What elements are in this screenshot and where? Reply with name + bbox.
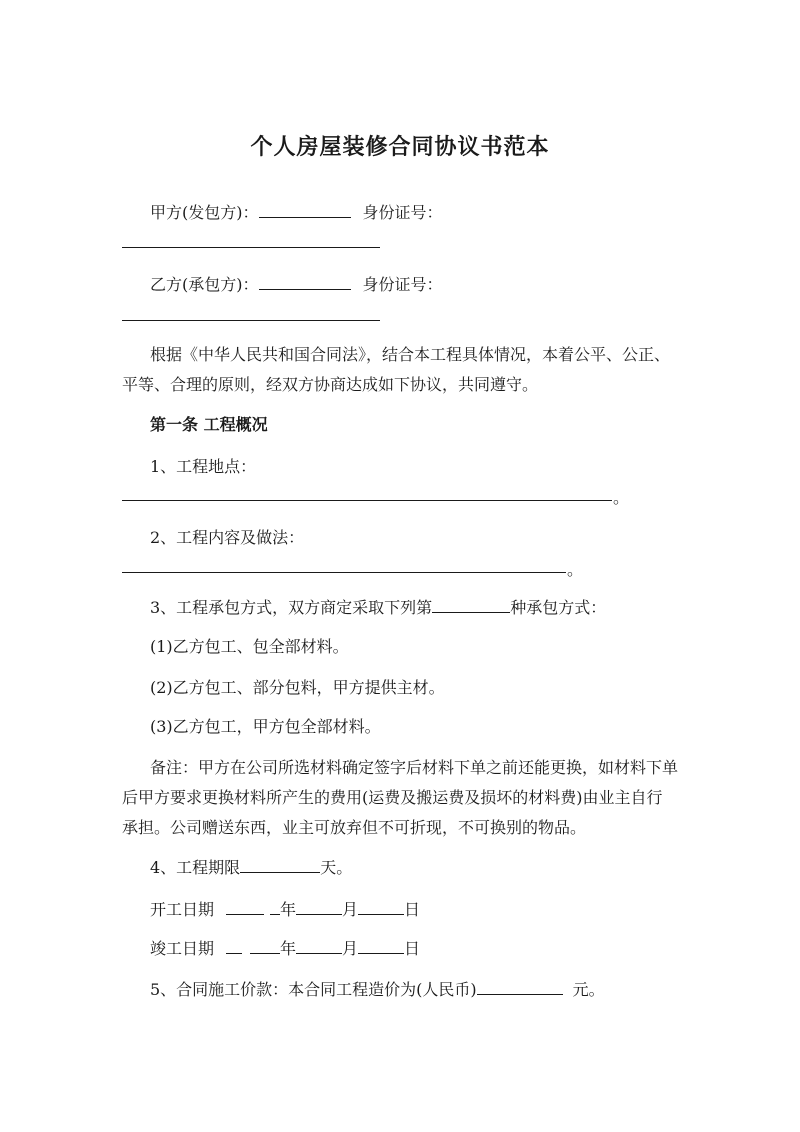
start-date-label: 开工日期	[150, 900, 215, 919]
party-a-label: 甲方(发包方)：	[150, 203, 259, 222]
item-4-suffix: 天。	[320, 858, 353, 877]
party-b-id-blank[interactable]	[122, 320, 380, 321]
item-4-days-blank[interactable]	[240, 858, 320, 873]
option-3: (3)乙方包工，甲方包全部材料。	[150, 717, 381, 736]
completion-year-blank-2[interactable]	[250, 939, 280, 954]
item-3-blank[interactable]	[432, 598, 510, 613]
start-year-blank-1[interactable]	[226, 900, 264, 915]
completion-month-blank[interactable]	[296, 939, 342, 954]
completion-month-label: 月	[342, 939, 359, 958]
start-date-line	[150, 900, 420, 920]
preamble-line-1: 根据《中华人民共和国合同法》，结合本工程具体情况，本着公平、公正、	[150, 345, 671, 364]
item-1-blank[interactable]	[122, 500, 612, 501]
item-5-suffix: 元。	[572, 980, 605, 999]
item-1-label: 1、工程地点：	[150, 457, 257, 476]
party-b-line	[150, 275, 443, 295]
item-3-line	[150, 598, 606, 618]
completion-date-label: 竣工日期	[150, 939, 215, 958]
item-5-price-blank[interactable]	[477, 980, 563, 995]
start-day-blank[interactable]	[358, 900, 404, 915]
option-2: (2)乙方包工、部分包料，甲方提供主材。	[150, 678, 445, 697]
completion-year-blank-1[interactable]	[226, 939, 242, 954]
item-3-prefix: 3、工程承包方式，双方商定采取下列第	[150, 598, 433, 617]
note-line-2: 后甲方要求更换材料所产生的费用(运费及搬运费及损坏的材料费)由业主自行	[122, 788, 663, 807]
start-year-blank-2[interactable]	[270, 900, 280, 915]
note-line-3: 承担。公司赠送东西，业主可放弃但不可折现，不可换别的物品。	[122, 818, 587, 837]
start-month-blank[interactable]	[296, 900, 342, 915]
article-1-heading: 第一条 工程概况	[150, 415, 268, 434]
item-5-line	[150, 980, 605, 1000]
start-day-label: 日	[404, 900, 421, 919]
party-b-id-label: 身份证号：	[362, 275, 443, 294]
party-a-id-blank[interactable]	[122, 247, 380, 248]
party-b-name-blank[interactable]	[259, 275, 351, 290]
item-2-label: 2、工程内容及做法：	[150, 528, 305, 547]
start-year-label: 年	[280, 900, 297, 919]
note-line-1: 备注：甲方在公司所选材料确定签字后材料下单之前还能更换，如材料下单	[150, 758, 679, 777]
party-a-id-label: 身份证号：	[362, 203, 443, 222]
completion-year-label: 年	[280, 939, 297, 958]
completion-day-blank[interactable]	[358, 939, 404, 954]
item-3-suffix: 种承包方式：	[510, 598, 607, 617]
option-1: (1)乙方包工、包全部材料。	[150, 637, 349, 656]
party-a-line	[150, 203, 443, 223]
party-b-label: 乙方(承包方)：	[150, 275, 259, 294]
page-title: 个人房屋装修合同协议书范本	[250, 134, 550, 160]
item-1-end: 。	[613, 488, 630, 507]
start-month-label: 月	[342, 900, 359, 919]
item-4-line	[150, 858, 352, 878]
item-4-prefix: 4、工程期限	[150, 858, 241, 877]
preamble-line-2: 平等、合理的原则，经双方协商达成如下协议，共同遵守。	[122, 375, 539, 394]
completion-date-line	[150, 939, 420, 959]
item-2-blank[interactable]	[122, 572, 566, 573]
party-a-name-blank[interactable]	[259, 203, 351, 218]
completion-day-label: 日	[404, 939, 421, 958]
item-2-end: 。	[567, 560, 584, 579]
item-5-prefix: 5、合同施工价款：本合同工程造价为(人民币)	[150, 980, 477, 999]
